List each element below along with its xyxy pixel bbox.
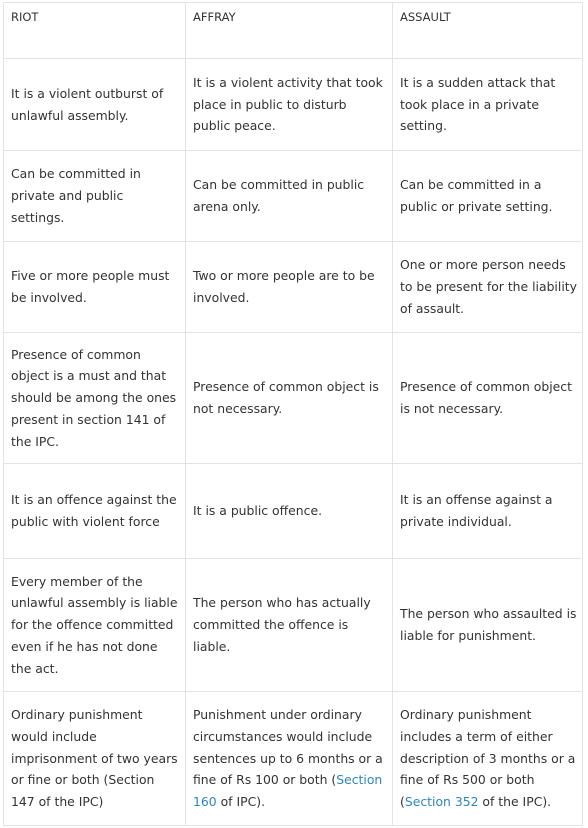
- cell-assault-liability: The person who assaulted is liable for punishment.: [393, 559, 583, 692]
- cell-riot-offence-type: It is an offence against the public with violent force: [4, 464, 186, 559]
- section-160-link[interactable]: Section 160: [193, 772, 383, 810]
- affray-punishment-suffix: of IPC).: [216, 794, 266, 810]
- cell-assault-definition: It is a sudden attack that took place in a private setting.: [393, 59, 583, 151]
- cell-riot-common-object: Presence of common object is a must and that should be among the ones present in section 141 of the IPC.: [4, 333, 186, 464]
- table-row-punishment: [4, 692, 583, 826]
- table-row-people: [4, 242, 583, 333]
- table-row-common-object: [4, 333, 583, 464]
- cell-assault-setting: Can be committed in a public or private setting.: [393, 151, 583, 242]
- header-riot: RIOT: [4, 3, 186, 59]
- cell-assault-people: One or more person needs to be present for the liability of assault.: [393, 242, 583, 333]
- cell-affray-setting: Can be committed in public arena only.: [186, 151, 393, 242]
- table-row-definition: [4, 59, 583, 151]
- assault-punishment-suffix: of the IPC).: [478, 794, 552, 810]
- section-352-link[interactable]: Section 352: [404, 794, 479, 810]
- header-affray: AFFRAY: [186, 3, 393, 59]
- cell-riot-setting: Can be committed in private and public settings.: [4, 151, 186, 242]
- riot-affray-assault-table: [3, 2, 583, 826]
- cell-affray-punishment: [186, 692, 393, 826]
- cell-assault-punishment: [393, 692, 583, 826]
- cell-riot-liability: Every member of the unlawful assembly is liable for the offence committed even if he has not done the act.: [4, 559, 186, 692]
- header-assault: ASSAULT: [393, 3, 583, 59]
- comparison-table-wrapper: [3, 2, 582, 826]
- affray-punishment-text: Punishment under ordinary circumstances would include sentences up to 6 months or a fine of Rs 100 or both (: [193, 707, 383, 788]
- table-row-setting: [4, 151, 583, 242]
- cell-riot-people: Five or more people must be involved.: [4, 242, 186, 333]
- cell-affray-common-object: Presence of common object is not necessary.: [186, 333, 393, 464]
- cell-affray-offence-type: It is a public offence.: [186, 464, 393, 559]
- cell-assault-common-object: Presence of common object is not necessary.: [393, 333, 583, 464]
- cell-affray-people: Two or more people are to be involved.: [186, 242, 393, 333]
- table-row-liability: [4, 559, 583, 692]
- cell-assault-offence-type: It is an offense against a private individual.: [393, 464, 583, 559]
- table-row-offence-type: [4, 464, 583, 559]
- cell-riot-definition: It is a violent outburst of unlawful assembly.: [4, 59, 186, 151]
- cell-riot-punishment: Ordinary punishment would include imprisonment of two years or fine or both (Section 147 of the IPC): [4, 692, 186, 826]
- assault-punishment-text: Ordinary punishment includes a term of either description of 3 months or a fine of Rs 500 or both (: [400, 707, 576, 810]
- cell-affray-definition: It is a violent activity that took place in public to disturb public peace.: [186, 59, 393, 151]
- table-header-row: [4, 3, 583, 59]
- cell-affray-liability: The person who has actually committed the offence is liable.: [186, 559, 393, 692]
